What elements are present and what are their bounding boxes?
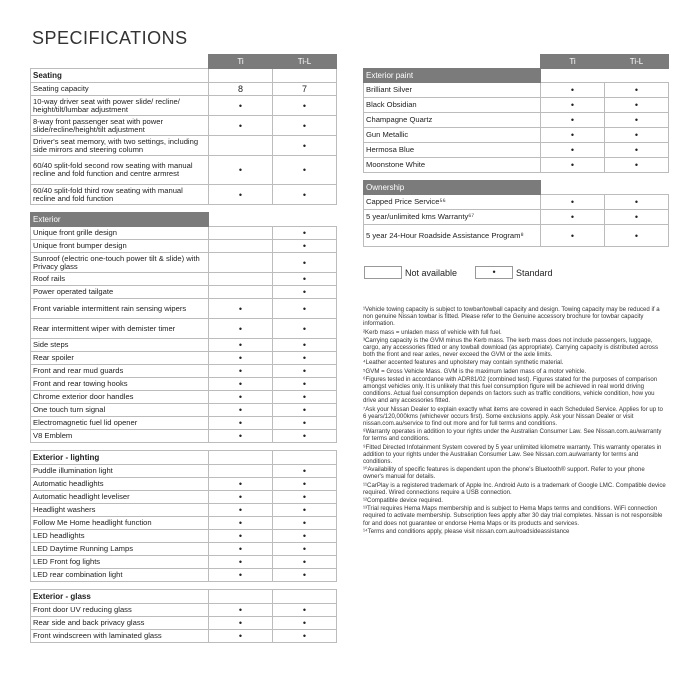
spec-value-ti: •: [209, 517, 273, 530]
column-header-ti-l: Ti-L: [605, 55, 669, 69]
spec-label: Front variable intermittent rain sensing wipers: [31, 299, 209, 319]
spec-label: LED rear combination light: [31, 569, 209, 582]
spec-value-ti-l: •: [273, 136, 337, 156]
spec-label: Front windscreen with laminated glass: [31, 630, 209, 643]
spec-value-ti-l: •: [605, 225, 669, 247]
spec-value-ti: [209, 465, 273, 478]
column-header-ti: Ti: [541, 55, 605, 69]
spec-value-ti: •: [209, 617, 273, 630]
spec-value-ti-l: •: [273, 404, 337, 417]
section-header-cell: [273, 590, 337, 604]
spec-value-ti: 8: [209, 83, 273, 96]
spec-value-ti: •: [209, 156, 273, 185]
spec-value-ti: •: [209, 543, 273, 556]
spec-value-ti-l: •: [273, 504, 337, 517]
spec-value-ti: [209, 240, 273, 253]
section-spacer: [31, 582, 337, 590]
footnote: ⁶Figures tested in accordance with ADR81/02 (combined test). Figures stated for the purposes of comparison amongst vehicles only. It is unlikely that this fuel consumption figure will be achieved in real world driving conditions. Actual fuel consumption depends on factors such as traffic conditions, vehicle condition, how you drive and any accessories fitted.: [363, 375, 658, 405]
spec-row: [31, 465, 337, 478]
spec-value-ti-l: •: [273, 352, 337, 365]
spec-row: [364, 158, 669, 173]
spec-label: Automatic headlight leveliser: [31, 491, 209, 504]
spec-label: Sunroof (electric one-touch power tilt & slide) with Privacy glass: [31, 253, 209, 273]
spec-value-ti-l: •: [273, 630, 337, 643]
section-title: Seating: [31, 69, 209, 83]
section-header-cell: [209, 451, 273, 465]
spec-value-ti: [209, 136, 273, 156]
footnotes: [363, 306, 667, 536]
spec-label: 5 year/unlimited kms Warranty⁶⁷: [364, 210, 541, 225]
left-spec-table: [30, 54, 337, 643]
spec-value-ti: [209, 286, 273, 299]
spec-value-ti-l: •: [273, 530, 337, 543]
spec-value-ti: •: [209, 430, 273, 443]
spec-value-ti: •: [541, 143, 605, 158]
section-header-cell: [209, 590, 273, 604]
spec-label: Rear side and back privacy glass: [31, 617, 209, 630]
legend-standard: Standard: [516, 267, 553, 278]
spec-value-ti-l: •: [273, 253, 337, 273]
spec-label: Power operated tailgate: [31, 286, 209, 299]
spec-value-ti: •: [209, 319, 273, 339]
column-header-blank: [364, 55, 541, 69]
spec-value-ti-l: •: [273, 319, 337, 339]
spec-label: LED Front fog lights: [31, 556, 209, 569]
footnote: ⁵GVM = Gross Vehicle Mass. GVM is the maximum laden mass of a motor vehicle.: [363, 367, 587, 375]
spec-row: [31, 253, 337, 273]
page-title: SPECIFICATIONS: [32, 28, 188, 48]
spec-value-ti: •: [209, 116, 273, 136]
footnote: ⁷Ask your Nissan Dealer to explain exactly what items are covered in each Scheduled Service. Applies for up to 6 years/120,000kms (whichever occurs first). Some exclusions apply. Ask your Nissan Dealer or visit nissan.com.au/service to find out more and for full terms and conditions.: [363, 405, 663, 428]
spec-row: [31, 630, 337, 643]
spec-value-ti: •: [209, 404, 273, 417]
spec-row: [31, 617, 337, 630]
spec-row: [31, 136, 337, 156]
spec-label: LED headlights: [31, 530, 209, 543]
spec-row: [31, 273, 337, 286]
spec-value-ti-l: •: [605, 83, 669, 98]
spec-label: Follow Me Home headlight function: [31, 517, 209, 530]
spec-value-ti-l: •: [605, 143, 669, 158]
spec-label: Black Obsidian: [364, 98, 541, 113]
spec-value-ti: •: [541, 98, 605, 113]
spec-label: Moonstone White: [364, 158, 541, 173]
section-spacer: [364, 173, 669, 181]
spec-value-ti-l: •: [273, 378, 337, 391]
spec-label: 8-way front passenger seat with power slide/recline/height/tilt adjustment: [31, 116, 209, 136]
spec-label: 5 year 24-Hour Roadside Assistance Program⁸: [364, 225, 541, 247]
spec-value-ti-l: •: [273, 478, 337, 491]
spec-value-ti-l: •: [273, 569, 337, 582]
spec-label: 60/40 split-fold third row seating with manual recline and fold function: [31, 185, 209, 205]
spec-value-ti: [209, 273, 273, 286]
spec-value-ti-l: •: [273, 156, 337, 185]
spec-row: [364, 210, 669, 225]
spec-row: [31, 339, 337, 352]
section-header-cell: [273, 69, 337, 83]
section-header: [31, 590, 337, 604]
column-header-ti-l: Ti-L: [273, 55, 337, 69]
spec-row: [31, 319, 337, 339]
section-title: Exterior - lighting: [31, 451, 209, 465]
spec-row: [31, 530, 337, 543]
spec-label: Seating capacity: [31, 83, 209, 96]
spec-label: Gun Metallic: [364, 128, 541, 143]
section-spacer: [31, 205, 337, 213]
footnote: ⁸Warranty operates in addition to your rights under the Australian Consumer Law. See Nissan.com.au/warranty for terms and conditions.: [363, 428, 662, 443]
spec-row: [31, 365, 337, 378]
spec-row: [364, 83, 669, 98]
footnote: ¹Vehicle towing capacity is subject to towbar/towball capacity and design. Towing capacity may be reduced if a non genuine Nissan towbar is fitted. Please refer to the Genuine accessory brochure for towbar capacity information.: [363, 306, 660, 328]
spacer-cell: [31, 443, 337, 451]
spec-row: [31, 391, 337, 404]
spec-value-ti: •: [209, 96, 273, 116]
spec-label: Hermosa Blue: [364, 143, 541, 158]
spec-label: Champagne Quartz: [364, 113, 541, 128]
spec-row: [31, 478, 337, 491]
spec-row: [364, 128, 669, 143]
spec-value-ti-l: •: [605, 158, 669, 173]
spec-label: One touch turn signal: [31, 404, 209, 417]
section-title: Exterior - glass: [31, 590, 209, 604]
spec-label: Roof rails: [31, 273, 209, 286]
spec-row: [31, 240, 337, 253]
spec-value-ti: •: [541, 225, 605, 247]
spec-row: [364, 195, 669, 210]
footnote: ¹⁰Availability of specific features is dependent upon the phone's Bluetooth® support. Refer to your phone owner's manual for details.: [363, 466, 645, 481]
spec-row: [31, 604, 337, 617]
spec-label: Puddle illumination light: [31, 465, 209, 478]
spec-label: LED Daytime Running Lamps: [31, 543, 209, 556]
spec-label: Headlight washers: [31, 504, 209, 517]
footnote: ¹²Compatible device required.: [363, 497, 443, 505]
spec-row: [31, 286, 337, 299]
spec-row: [31, 491, 337, 504]
spec-value-ti-l: •: [273, 185, 337, 205]
spec-value-ti: •: [541, 210, 605, 225]
spec-row: [31, 352, 337, 365]
spec-value-ti: [209, 227, 273, 240]
section-title: Exterior: [31, 213, 209, 227]
spec-label: V8 Emblem: [31, 430, 209, 443]
footnote: ²Kerb mass = unladen mass of vehicle with full fuel.: [363, 328, 502, 336]
footnote: ¹³Trial requires Hema Maps membership and is subject to Hema Maps terms and conditions. WiFi connection required to activate membership. Subscription fees apply after 30 day trial completes. Nissan is not responsible for and does not guarantee or endorse Hema Maps or its products and services.: [363, 505, 663, 527]
footnote: ¹¹CarPlay is a registered trademark of Apple Inc. Android Auto is a trademark of Google LMC. Compatible device required. Wired connections require a USB connection.: [363, 481, 666, 496]
spec-value-ti: •: [209, 504, 273, 517]
column-header-blank: [31, 55, 209, 69]
spec-value-ti-l: •: [273, 273, 337, 286]
spec-label: Brilliant Silver: [364, 83, 541, 98]
spec-value-ti: •: [209, 530, 273, 543]
spec-value-ti: •: [541, 113, 605, 128]
spec-label: Side steps: [31, 339, 209, 352]
spec-row: [31, 543, 337, 556]
spec-value-ti: •: [209, 478, 273, 491]
spec-row: [364, 113, 669, 128]
right-spec-table: [363, 54, 669, 247]
spec-row: [31, 504, 337, 517]
spec-value-ti: •: [209, 378, 273, 391]
spec-value-ti: •: [541, 195, 605, 210]
spec-value-ti: •: [541, 128, 605, 143]
spec-value-ti-l: •: [273, 339, 337, 352]
section-header: [31, 213, 337, 227]
spec-value-ti-l: •: [605, 98, 669, 113]
spec-row: [31, 378, 337, 391]
spec-row: [31, 83, 337, 96]
section-spacer: [31, 443, 337, 451]
section-header: [364, 69, 669, 83]
section-title: Ownership: [364, 181, 541, 195]
spec-label: Front door UV reducing glass: [31, 604, 209, 617]
spec-value-ti: •: [541, 83, 605, 98]
spec-row: [364, 143, 669, 158]
spacer-cell: [31, 582, 337, 590]
spec-label: Rear spoiler: [31, 352, 209, 365]
standard-swatch: •: [475, 266, 513, 279]
legend-not-available: Not available: [405, 267, 458, 278]
spec-value-ti: •: [541, 158, 605, 173]
spec-label: Electromagnetic fuel lid opener: [31, 417, 209, 430]
spec-value-ti-l: •: [273, 543, 337, 556]
spec-value-ti: •: [209, 185, 273, 205]
spec-value-ti: •: [209, 299, 273, 319]
spec-value-ti-l: •: [273, 365, 337, 378]
spec-value-ti-l: •: [273, 417, 337, 430]
spec-value-ti-l: •: [273, 96, 337, 116]
spec-value-ti: •: [209, 491, 273, 504]
spec-value-ti: [209, 253, 273, 273]
spec-value-ti-l: •: [273, 240, 337, 253]
spec-value-ti-l: •: [605, 195, 669, 210]
spec-label: Chrome exterior door handles: [31, 391, 209, 404]
spec-value-ti-l: •: [605, 128, 669, 143]
spec-value-ti-l: •: [273, 391, 337, 404]
column-header-ti: Ti: [209, 55, 273, 69]
spec-label: 60/40 split-fold second row seating with manual recline and fold function and centre armrest: [31, 156, 209, 185]
spec-value-ti-l: •: [605, 210, 669, 225]
legend: [364, 266, 553, 279]
spec-row: [364, 98, 669, 113]
section-header: [31, 451, 337, 465]
spec-value-ti-l: •: [273, 116, 337, 136]
spec-row: [31, 417, 337, 430]
spec-row: [31, 185, 337, 205]
section-header-empty: [541, 69, 669, 83]
footnote: ⁹Fitted Directed Infotainment System covered by 5 year unlimited kilometre warranty. This warranty operates in addition to your rights under the Australian Consumer Law. See Nissan.com.au/warranty for terms and conditions.: [363, 443, 662, 466]
spec-row: [31, 404, 337, 417]
spec-label: Front and rear mud guards: [31, 365, 209, 378]
section-title: Exterior paint: [364, 69, 541, 83]
spec-label: Unique front grille design: [31, 227, 209, 240]
spec-value-ti-l: 7: [273, 83, 337, 96]
spec-value-ti-l: •: [273, 604, 337, 617]
spec-value-ti-l: •: [273, 517, 337, 530]
spec-row: [31, 569, 337, 582]
spec-row: [31, 517, 337, 530]
spec-value-ti-l: •: [273, 299, 337, 319]
section-header-cell: [273, 451, 337, 465]
footnote: ³Carrying capacity is the GVM minus the Kerb mass. The kerb mass does not include passengers, luggage, cargo, any accessories fitted or any towball download (as appropriate). Carrying capacity is distributed across both the front and rear axles, never exceed the GVM or the axle limits.: [363, 336, 659, 359]
spec-row: [31, 116, 337, 136]
spec-value-ti-l: •: [273, 430, 337, 443]
spec-value-ti: •: [209, 365, 273, 378]
footnote: ¹⁴Terms and conditions apply, please visit nissan.com.au/roadsideassistance: [363, 527, 570, 535]
spec-label: Driver's seat memory, with two settings, including side mirrors and steering column: [31, 136, 209, 156]
spec-row: [31, 430, 337, 443]
spec-value-ti: •: [209, 569, 273, 582]
spec-row: [31, 227, 337, 240]
spec-row: [31, 96, 337, 116]
section-header: [364, 181, 669, 195]
section-header-cell: [209, 69, 273, 83]
spec-label: Automatic headlights: [31, 478, 209, 491]
spec-row: [364, 225, 669, 247]
footnote: ⁴Leather accented features and upholstery may contain synthetic material.: [363, 359, 564, 367]
spec-label: Rear intermittent wiper with demister timer: [31, 319, 209, 339]
column-header-row: [364, 55, 669, 69]
spec-value-ti: •: [209, 339, 273, 352]
spec-value-ti: •: [209, 556, 273, 569]
spec-value-ti-l: •: [605, 113, 669, 128]
spec-label: Capped Price Service⁵⁶: [364, 195, 541, 210]
section-header: [31, 69, 337, 83]
spec-value-ti-l: •: [273, 227, 337, 240]
spec-value-ti-l: •: [273, 556, 337, 569]
spec-value-ti: •: [209, 417, 273, 430]
spec-row: [31, 156, 337, 185]
spec-value-ti-l: •: [273, 465, 337, 478]
spec-value-ti: •: [209, 630, 273, 643]
spec-row: [31, 299, 337, 319]
spec-label: Unique front bumper design: [31, 240, 209, 253]
spec-value-ti: •: [209, 604, 273, 617]
spec-value-ti-l: •: [273, 491, 337, 504]
spec-row: [31, 556, 337, 569]
spec-label: Front and rear towing hooks: [31, 378, 209, 391]
spacer-cell: [364, 173, 669, 181]
not-available-swatch: [364, 266, 402, 279]
section-header-empty: [541, 181, 669, 195]
spec-label: 10-way driver seat with power slide/ recline/ height/tilt/lumbar adjustment: [31, 96, 209, 116]
spacer-cell: [31, 205, 337, 213]
column-header-row: [31, 55, 337, 69]
spec-value-ti-l: •: [273, 617, 337, 630]
spec-value-ti-l: •: [273, 286, 337, 299]
spec-value-ti: •: [209, 391, 273, 404]
section-header-empty: [209, 213, 337, 227]
spec-value-ti: •: [209, 352, 273, 365]
